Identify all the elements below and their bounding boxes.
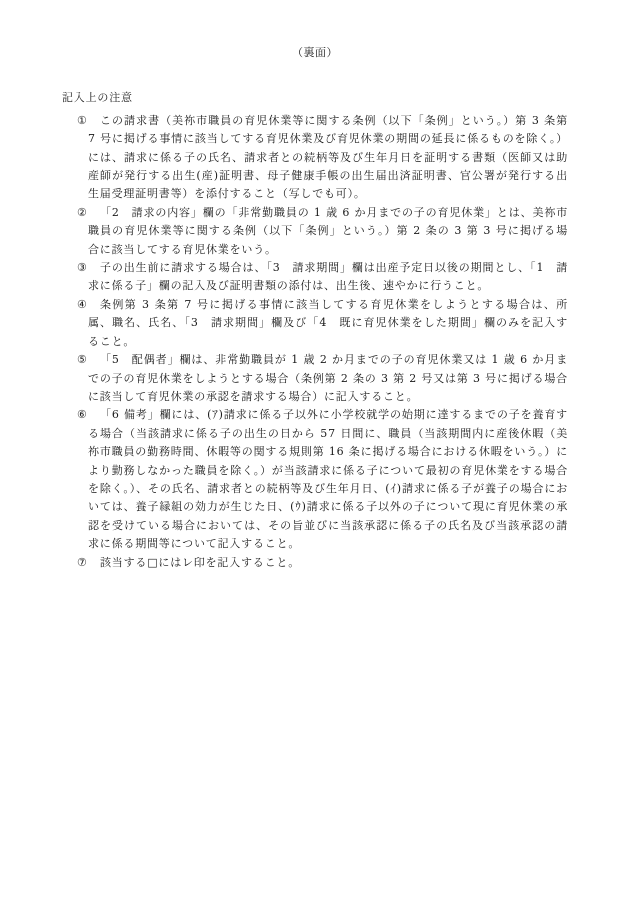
note-text: 「2 請求の内容」欄の「非常勤職員の 1 歳 6 か月までの子の育児休業」とは、美祢市職員の育児休業等に関する条例（以下「条例」という。）第 2 条の 3 第 3 号に掲げる場合に該当してする育児休業をいう。 [88,205,568,256]
note-item-3 [77,259,568,296]
note-item-2 [77,204,568,259]
note-text: 「6 備考」欄には、(ｱ)請求に係る子以外に小学校就学の始期に達するまでの子を養育する場合（当該請求に係る子の出生の日から 57 日間に、職員（当該期間内に産後休暇（美祢市職員の勤務時間、休暇等の関する規則第 16 条に掲げる場合における休暇をいう。）により勤務しなかった職員を除く。）が当該請求に係る子について最初の育児休業をする場合を除く。）、その氏名、請求者との続柄等及び生年月日、(ｲ)請求に係る子が養子の場合においては、養子縁組の効力が生じた日、(ｳ)請求に係る子以外の子について現に育児休業の承認を受けている場合においては、その旨並びに当該承認に係る子の氏名及び当該承認の請求に係る期間等について記入すること。 [88,408,568,551]
note-number: ⑦ [77,555,87,569]
note-item-1 [77,112,568,204]
note-item-5 [77,351,568,406]
note-item-7 [77,554,568,572]
note-text: 条例第 3 条第 7 号に掲げる事情に該当してする育児休業をしようとする場合は、所属、職名、氏名、「3 請求期間」欄及び「4 既に育児休業をした期間」欄のみを記入すること。 [88,297,568,348]
note-text: 「5 配偶者」欄は、非常勤職員が 1 歳 2 か月までの子の育児休業又は 1 歳 6 か月までの子の育児休業をしようとする場合（条例第 2 条の 3 第 2 号又は第 3 号に掲げる場合に該当して育児休業の承認を請求する場合）に記入すること。 [88,353,568,403]
note-item-6 [77,406,568,553]
notes-heading: 記入上の注意 [62,91,133,105]
notes-list [77,112,568,572]
note-number: ② [77,205,87,219]
note-number: ⑤ [77,353,87,367]
note-number: ④ [77,297,87,311]
note-number: ③ [77,261,87,275]
note-text: 該当する□にはレ印を記入すること。 [100,555,300,569]
backside-label: （裏面） [292,46,338,59]
note-number: ⑥ [77,408,87,422]
note-text: 子の出生前に請求する場合は、「3 請求期間」欄は出産予定日以後の期間とし、「1 請求に係る子」欄の記入及び証明書類の添付は、出生後、速やかに行うこと。 [88,261,568,293]
note-text: この請求書（美祢市職員の育児休業等に関する条例（以下「条例」という。）第 3 条第 7 号に掲げる事情に該当してする育児休業及び育児休業の期間の延長に係るものを除く。）には、請求に係る子の氏名、請求者との続柄等及び生年月日を証明する書類（医師又は助産師が発行する出生(産)証明書、母子健康手帳の出生届出済証明書、官公署が発行する出生届受理証明書等）を添付すること（写しでも可）。 [88,113,568,201]
note-item-4 [77,296,568,351]
note-number: ① [77,113,87,127]
